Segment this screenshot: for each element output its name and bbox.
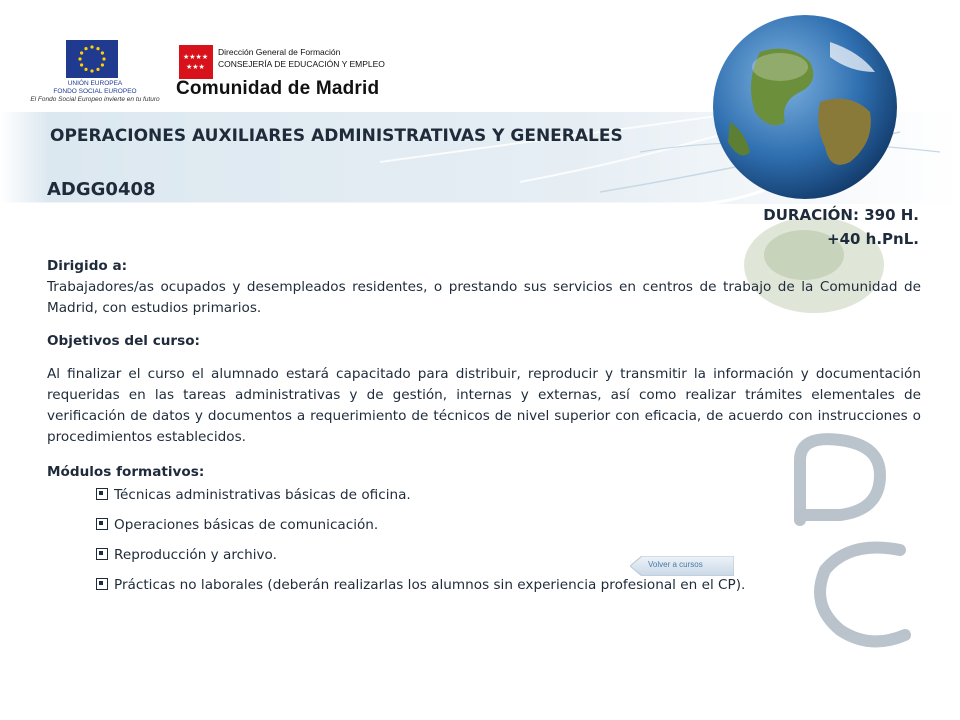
course-code: ADGG0408 xyxy=(47,179,156,200)
audience-text: Trabajadores/as ocupados y desempleados residentes, o prestando sus servicios en centros de trabajo de la Comunidad de Madrid, con estudios primarios. xyxy=(47,279,921,316)
module-label: Técnicas administrativas básicas de oficina. xyxy=(114,487,411,503)
course-title: OPERACIONES AUXILIARES ADMINISTRATIVAS Y GENERALES xyxy=(50,126,623,146)
eu-line1: UNIÓN EUROPEA xyxy=(67,80,123,87)
module-label: Prácticas no laborales (deberán realizarlas los alumnos sin experiencia profesional en el CP). xyxy=(114,577,746,593)
eu-line2: FONDO SOCIAL EUROPEO xyxy=(53,88,137,95)
duration-hours: DURACIÓN: 390 H. xyxy=(763,206,919,224)
list-item xyxy=(96,485,921,515)
checkbox-bullet-icon xyxy=(96,578,108,590)
audience-heading: Dirigido a: xyxy=(47,258,128,274)
modules-list xyxy=(47,485,921,605)
list-item xyxy=(96,575,921,605)
duration-extra: +40 h.PnL. xyxy=(827,230,919,248)
back-to-courses-label[interactable]: Volver a cursos xyxy=(648,560,703,569)
svg-text:★★★: ★★★ xyxy=(186,63,205,71)
checkbox-bullet-icon xyxy=(96,548,108,560)
globe-icon xyxy=(700,12,930,216)
eu-line3: El Fondo Social Europeo invierte en tu futuro xyxy=(30,96,160,103)
list-item xyxy=(96,515,921,545)
madrid-line2: CONSEJERÍA DE EDUCACIÓN Y EMPLEO xyxy=(218,59,385,69)
svg-text:★★★★: ★★★★ xyxy=(183,53,209,61)
madrid-flag-logo xyxy=(179,45,213,79)
module-label: Operaciones básicas de comunicación. xyxy=(114,517,379,533)
checkbox-bullet-icon xyxy=(96,488,108,500)
eu-logo-text xyxy=(30,80,160,104)
list-item xyxy=(96,545,921,575)
madrid-line1: Dirección General de Formación xyxy=(218,47,341,57)
eu-flag-logo xyxy=(66,40,118,78)
objectives-text: Al finalizar el curso el alumnado estará capacitado para distribuir, reproducir y transmitir la información y documentación requeridas en las tareas administrativas y de gestión, internas y externas, así como realizar trámites elementales de verificación de datos y documentos a requerimiento de técnicos de nivel superior con eficacia, de acuerdo con instrucciones o procedimientos establecidos. xyxy=(47,366,921,445)
module-label: Reproducción y archivo. xyxy=(114,547,277,563)
madrid-line3: Comunidad de Madrid xyxy=(176,78,380,99)
objectives-heading: Objetivos del curso: xyxy=(47,333,200,349)
checkbox-bullet-icon xyxy=(96,518,108,530)
modules-heading: Módulos formativos: xyxy=(47,464,205,480)
course-description xyxy=(47,256,921,605)
